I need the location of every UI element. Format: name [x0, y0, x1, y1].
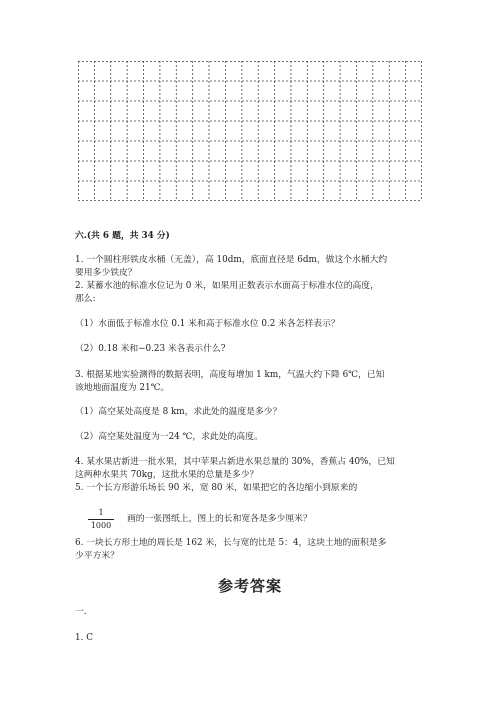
question-2-sub-2: （2）0.18 米和−0.23 米各表示什么?: [75, 344, 226, 354]
question-1-line-1: 1. 一个圆柱形铁皮水桶（无盖），高 10dm，底面直径是 6dm，做这个水桶大约: [75, 255, 388, 265]
question-1-line-2: 要用多少铁皮？: [75, 268, 137, 278]
question-6-line-1: 6. 一块长方形土地的周长是 162 米，长与宽的比是 5：4，这块土地的面积是多: [75, 538, 387, 548]
fraction-bar: [88, 519, 114, 520]
question-3-line-1: 3. 根据某地实验测得的数据表明，高度每增加 1 km，气温大约下降 6℃，已知: [75, 370, 385, 380]
question-4-line-1: 4. 某水果店新进一批水果，其中苹果占新进水果总量的 30%，香蕉占 40%，已知: [75, 457, 395, 467]
section-heading: 六.(共 6 题，共 34 分): [75, 231, 170, 241]
question-2-sub-1: （1）水面低于标准水位 0.1 米和高于标准水位 0.2 米各怎样表示？: [75, 319, 340, 329]
question-3-sub-2: （2）高空某处温度为一24 ℃，求此处的高度。: [75, 432, 263, 442]
question-2-line-2: 那么:: [75, 294, 96, 304]
fraction-one-thousandth: [88, 508, 114, 531]
grid-practice-area: [78, 61, 422, 201]
fraction-numerator: 1: [98, 508, 104, 517]
answer-1: 1. C: [75, 633, 93, 643]
question-2-line-1: 2. 某蓄水池的标准水位记为 0 米，如果用正数表示水面高于标准水位的高度，: [75, 281, 379, 291]
question-5-line-1: 5. 一个长方形游乐场长 90 米，宽 80 米，如果把它的各边缩小到原来的: [75, 483, 358, 493]
fraction-denominator: 1000: [90, 521, 112, 530]
question-3-line-2: 该地地面温度为 21℃。: [75, 383, 170, 393]
question-3-sub-1: （1）高空某处高度是 8 km，求此处的温度是多少？: [75, 407, 282, 417]
question-4-line-2: 这两种水果共 70kg，这批水果的总量是多少？: [75, 470, 259, 480]
question-6-line-2: 少平方米？: [75, 551, 119, 561]
answer-key-title: 参考答案: [217, 577, 282, 595]
question-5-line-2: 画的一张图纸上，图上的长和宽各是多少厘米？: [127, 514, 312, 524]
answer-part-one: 一.: [75, 607, 87, 617]
